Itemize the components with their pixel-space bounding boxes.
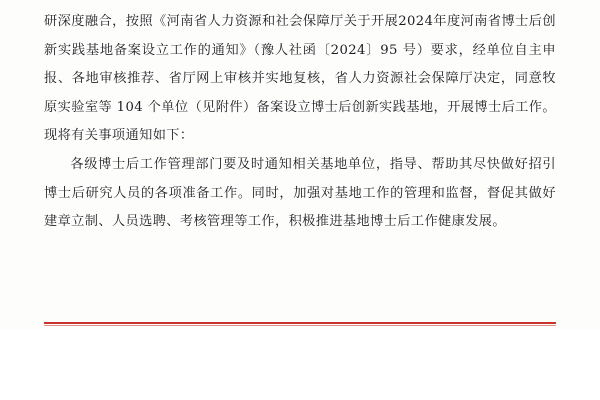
paragraph-2: 各级博士后工作管理部门要及时通知相关基地单位，指导、帮助其尽快做好招引博士后研究人员的各项准备工作。同时，加强对基地工作的管理和监督，督促其做好建章立制、人员选聘、考核管理等工作，积极推进基地博士后工作健康发展。 <box>44 156 556 230</box>
red-divider <box>44 322 556 328</box>
red-divider-thin <box>44 325 556 326</box>
page-footer-blank <box>0 330 600 400</box>
paragraph-1: 研深度融合，按照《河南省人力资源和社会保障厅关于开展2024年度河南省博士后创新实践基地备案设立工作的通知》（豫人社函〔2024〕95 号）要求，经单位自主申报、各地审核推荐、省厅网上审核并实地复核，省人力资源社会保障厅决定，同意牧原实验室等 104 个单位（见附件）备案设立博士后创新实践基地，开展博士后工作。现将有关事项通知如下： <box>44 14 556 144</box>
document-body <box>44 8 556 237</box>
red-divider-thick <box>44 322 556 324</box>
